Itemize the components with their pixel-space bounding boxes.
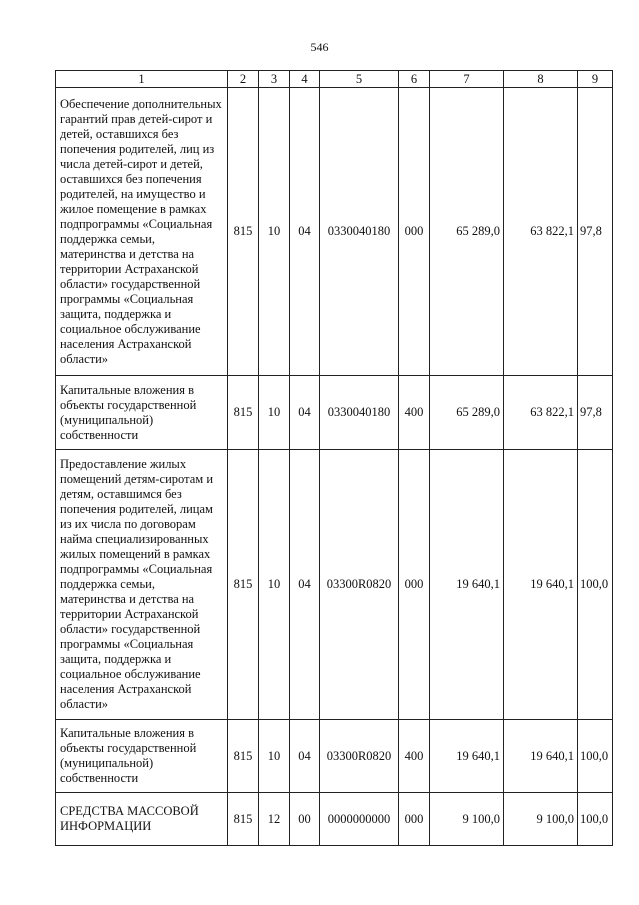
column-header: 3 [259,71,290,88]
column-header: 5 [320,71,399,88]
target-article-code: 0330040180 [320,88,399,376]
execution-percent: 100,0 [578,450,613,720]
section-code: 10 [259,376,290,450]
target-article-code: 0330040180 [320,376,399,450]
column-header: 8 [504,71,578,88]
execution-percent: 100,0 [578,793,613,846]
row-name: Обеспечение дополнительных гарантий прав детей-сирот и детей, оставшихся без попечения родителей, лиц из числа детей-сирот и детей, оставшихся без попечения родителей, на имущество и жилое помещение в рамках подпрограммы «Социальная поддержка семьи, материнства и детства на территории Астраханской области» государственной программы «Социальная защита, поддержка и социальное обслуживание населения Астраханской области» [56,88,228,376]
planned-amount: 19 640,1 [430,450,504,720]
header-row [56,71,613,88]
subsection-code: 04 [290,376,320,450]
section-code: 12 [259,793,290,846]
row-name: СРЕДСТВА МАССОВОЙ ИНФОРМАЦИИ [56,793,228,846]
row-name: Предоставление жилых помещений детям-сиротам и детям, оставшимся без попечения родителей, лицам из их числа по договорам найма специализированных жилых помещений в рамках подпрограммы «Социальная поддержка семьи, материнства и детства на территории Астраханской области» государственной программы «Социальная защита, поддержка и социальное обслуживание населения Астраханской области» [56,450,228,720]
subsection-code: 00 [290,793,320,846]
actual-amount: 19 640,1 [504,720,578,793]
page-number: 546 [310,40,329,54]
section-code: 10 [259,720,290,793]
ministry-code: 815 [228,793,259,846]
planned-amount: 9 100,0 [430,793,504,846]
execution-percent: 97,8 [578,376,613,450]
subsection-code: 04 [290,450,320,720]
row-name: Капитальные вложения в объекты государственной (муниципальной) собственности [56,376,228,450]
column-header: 4 [290,71,320,88]
table-row [56,376,613,450]
table-row [56,793,613,846]
section-code: 10 [259,450,290,720]
table-row [56,720,613,793]
expense-type-code: 000 [399,793,430,846]
section-code: 10 [259,88,290,376]
expense-type-code: 000 [399,450,430,720]
planned-amount: 65 289,0 [430,376,504,450]
expense-type-code: 400 [399,720,430,793]
column-header: 6 [399,71,430,88]
budget-table [55,70,613,846]
column-header: 9 [578,71,613,88]
column-header: 2 [228,71,259,88]
target-article-code: 03300R0820 [320,720,399,793]
table-row [56,88,613,376]
ministry-code: 815 [228,720,259,793]
execution-percent: 97,8 [578,88,613,376]
actual-amount: 9 100,0 [504,793,578,846]
expense-type-code: 000 [399,88,430,376]
ministry-code: 815 [228,450,259,720]
target-article-code: 0000000000 [320,793,399,846]
subsection-code: 04 [290,88,320,376]
planned-amount: 19 640,1 [430,720,504,793]
execution-percent: 100,0 [578,720,613,793]
planned-amount: 65 289,0 [430,88,504,376]
actual-amount: 63 822,1 [504,376,578,450]
actual-amount: 19 640,1 [504,450,578,720]
actual-amount: 63 822,1 [504,88,578,376]
expense-type-code: 400 [399,376,430,450]
row-name: Капитальные вложения в объекты государственной (муниципальной) собственности [56,720,228,793]
ministry-code: 815 [228,376,259,450]
table-row [56,450,613,720]
ministry-code: 815 [228,88,259,376]
column-header: 7 [430,71,504,88]
column-header: 1 [56,71,228,88]
target-article-code: 03300R0820 [320,450,399,720]
subsection-code: 04 [290,720,320,793]
